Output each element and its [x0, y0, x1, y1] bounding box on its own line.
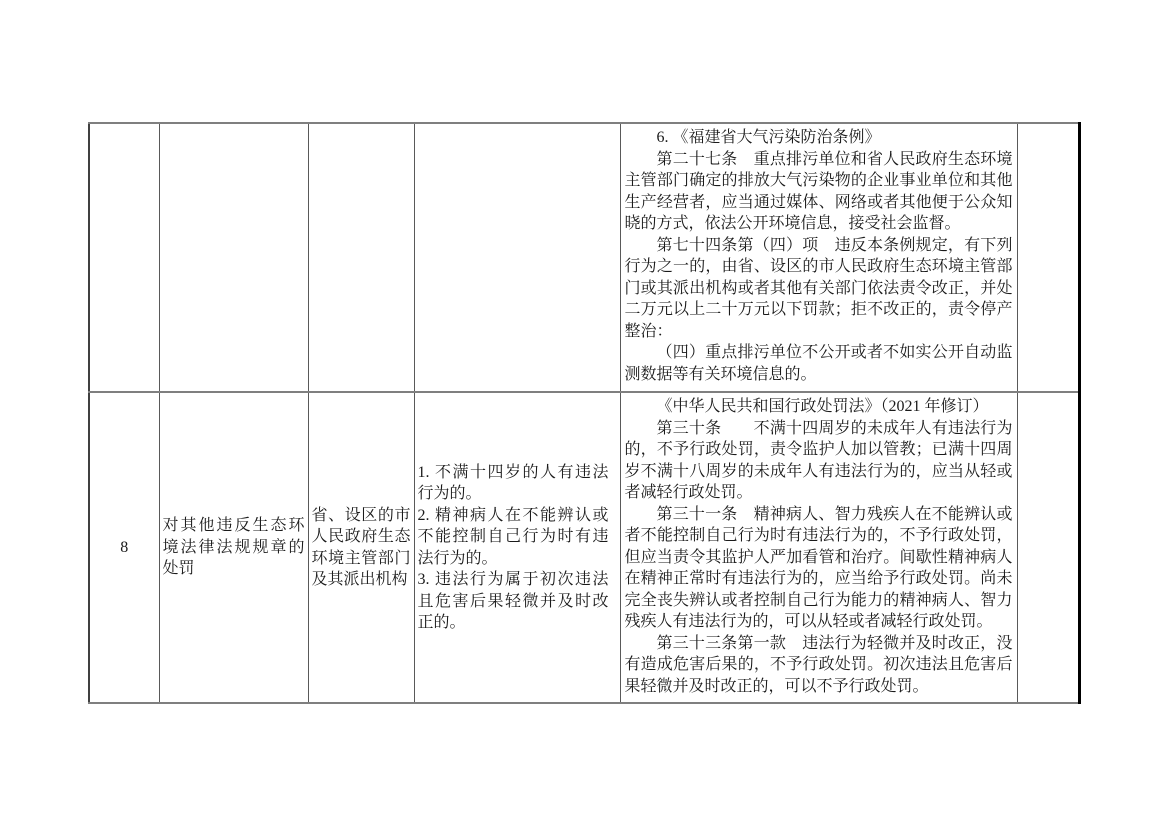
table-row-8 [89, 392, 1079, 703]
legal-paragraph: 第三十三条第一款 违法行为轻微并及时改正，没有造成危害后果的，不予行政处罚。初次违法且危害后果轻微并及时改正的，可以不予行政处罚。 [624, 634, 1013, 695]
table-row-continuation [89, 123, 1079, 392]
cell-row-number: 8 [89, 392, 159, 703]
legal-paragraph: 《中华人民共和国行政处罚法》（2021 年修订） [656, 398, 989, 415]
cell-remark-empty [1017, 123, 1079, 392]
cell-criteria-empty [414, 123, 620, 392]
regulation-table [88, 122, 1081, 704]
legal-paragraph: 6. 《福建省大气污染防治条例》 [656, 129, 881, 146]
cell-authority: 省、设区的市人民政府生态环境主管部门及其派出机构 [308, 392, 414, 703]
cell-remark-empty [1017, 392, 1079, 703]
cell-legal-basis [620, 123, 1017, 392]
cell-index-empty [89, 123, 159, 392]
legal-paragraph: 第三十条 不满十四周岁的未成年人有违法行为的，不予行政处罚，责令监护人加以管教；已满十四周岁不满十八周岁的未成年人有违法行为的，应当从轻或者减轻行政处罚。 [624, 419, 1013, 501]
criteria-item: 3. 违法行为属于初次违法且危害后果轻微并及时改正的。 [417, 571, 609, 631]
cell-item-empty [159, 123, 308, 392]
legal-paragraph: 第七十四条第（四）项 违反本条例规定，有下列行为之一的，由省、设区的市人民政府生态环境主管部门或其派出机构或者其他有关部门依法责令改正，并处二万元以上二十万元以下罚款；拒不改正的，责令停产整治： [624, 236, 1013, 340]
legal-paragraph: 第二十七条 重点排污单位和省人民政府生态环境主管部门确定的排放大气污染物的企业事业单位和其他生产经营者，应当通过媒体、网络或者其他便于公众知晓的方式，依法公开环境信息，接受社会监督。 [624, 150, 1013, 232]
criteria-item: 2. 精神病人在不能辨认或不能控制自己行为时有违法行为的。 [417, 506, 609, 567]
cell-punishment-item: 对其他违反生态环境法律法规规章的处罚 [159, 392, 308, 703]
legal-paragraph: 第三十一条 精神病人、智力残疾人在不能辨认或者不能控制自己行为时有违法行为的，不予行政处罚，但应当责令其监护人严加看管和治疗。间歇性精神病人在精神正常时有违法行为的，应当给予行政处罚。尚未完全丧失辨认或者控制自己行为能力的精神病人、智力残疾人有违法行为的，可以从轻或者减轻行政处罚。 [624, 505, 1013, 630]
cell-legal-basis [620, 392, 1017, 703]
legal-paragraph: （四）重点排污单位不公开或者不如实公开自动监测数据等有关环境信息的。 [624, 344, 1013, 383]
cell-criteria [414, 392, 620, 703]
criteria-item: 1. 不满十四岁的人有违法行为的。 [417, 463, 609, 502]
cell-authority-empty [308, 123, 414, 392]
